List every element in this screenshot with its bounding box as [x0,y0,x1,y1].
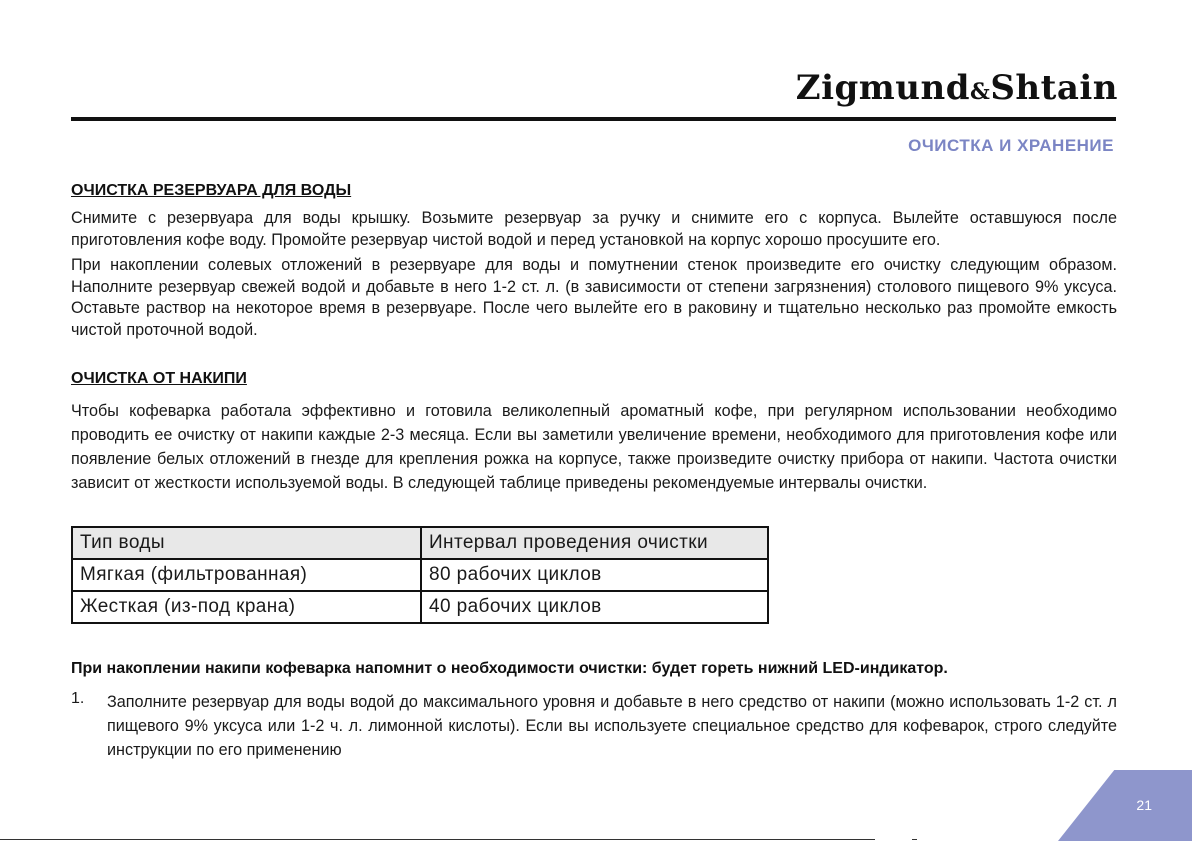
table-cell-interval: 80 рабочих циклов [421,559,768,591]
paragraph-descaling: Чтобы кофеварка работала эффективно и готовила великолепный ароматный кофе, при регулярном использовании необходимо проводить ее очистку от накипи каждые 2-3 месяца. Если вы заметили увеличение времени, необходимого для приготовления кофе или появление белых отложений в гнезде для крепления рожка на корпусе, также произведите очистку прибора от накипи. Частота очистки зависит от жесткости используемой воды. В следующей таблице приведены рекомендуемые интервалы очистки. [71,402,1117,492]
step-number: 1. [71,690,85,707]
table-header-water-type: Тип воды [72,527,421,559]
table-cell-water-type: Мягкая (фильтрованная) [72,559,421,591]
brand-name-left: Zigmund [795,68,970,108]
descaling-reminder-note: При накоплении накипи кофеварка напомнит о необходимости очистки: будет гореть нижний LED-индикатор. [71,660,948,677]
table-cell-water-type: Жесткая (из-под крана) [72,591,421,623]
table-header-row [72,527,768,559]
table-row [72,559,768,591]
brand-ampersand: & [969,79,991,105]
cleaning-interval-table [71,526,769,624]
footer-divider [0,839,875,840]
footer-tick [912,839,917,840]
table-cell-interval: 40 рабочих циклов [421,591,768,623]
table-row [72,591,768,623]
section-label: ОЧИСТКА И ХРАНЕНИЕ [908,136,1114,155]
brand-name-right: Shtain [990,68,1118,108]
table-header-interval: Интервал проведения очистки [421,527,768,559]
heading-water-tank-cleaning: ОЧИСТКА РЕЗЕРВУАРА ДЛЯ ВОДЫ [71,182,352,199]
brand-logo [796,68,1118,108]
header-divider [71,117,1116,121]
page-corner-accent [1058,770,1192,841]
step-text: Заполните резервуар для воды водой до максимального уровня и добавьте в него средство от накипи (можно использовать 1-2 ст. л пищевого 9% уксуса или 1-2 ч. л. лимонной кислоты). Если вы используете специальное средство для кофеварок, строго следуйте инструкции по его применению [107,693,1117,759]
paragraph-tank-deposits: При накоплении солевых отложений в резервуаре для воды и помутнении стенок произведите его очистку следующим образом. Наполните резервуар свежей водой и добавьте в него 1-2 ст. л. (в зависимости от степени загрязнения) столового пищевого 9% уксуса. Оставьте раствор на некоторое время в резервуаре. После чего вылейте его в раковину и тщательно несколько раз промойте емкость чистой проточной водой. [71,256,1117,339]
heading-descaling: ОЧИСТКА ОТ НАКИПИ [71,370,247,387]
page-number: 21 [1136,797,1152,813]
paragraph-tank-removal: Снимите с резервуара для воды крышку. Возьмите резервуар за ручку и снимите его с корпуса. Вылейте оставшуюся после приготовления кофе воду. Промойте резервуар чистой водой и перед установкой на корпус хорошо просушите его. [71,209,1117,249]
